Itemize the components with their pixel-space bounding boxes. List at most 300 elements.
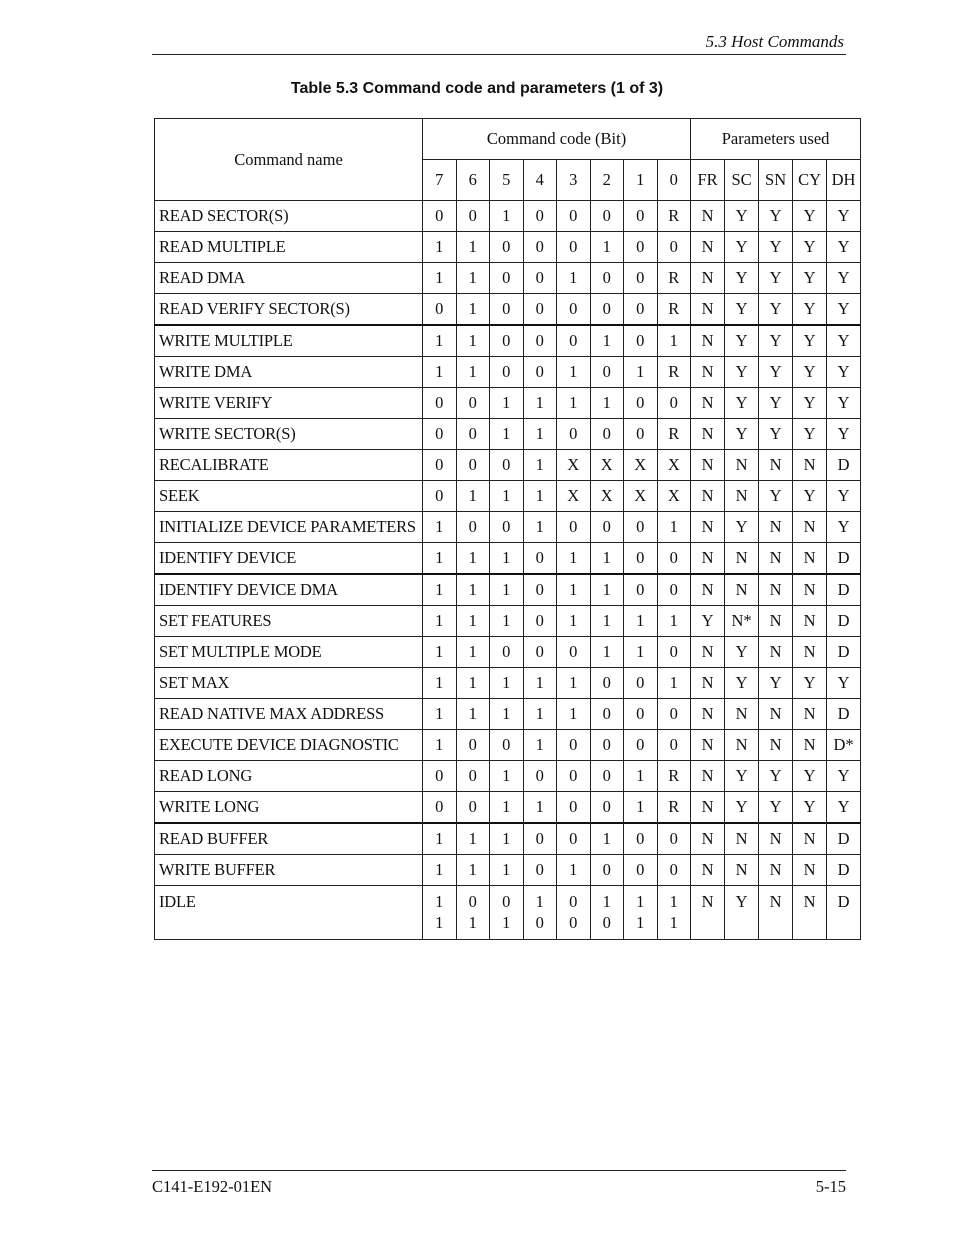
bit-cell: 1 bbox=[423, 543, 457, 575]
param-cell: D bbox=[827, 450, 861, 481]
bit-cell: 0 bbox=[490, 294, 524, 326]
bit-cell: X bbox=[557, 481, 591, 512]
bit-cell: 0 bbox=[523, 543, 557, 575]
param-cell: Y bbox=[725, 263, 759, 294]
bit-cell: 1 bbox=[456, 232, 490, 263]
bit-cell: 1 bbox=[490, 823, 524, 855]
param-cell: Y bbox=[725, 761, 759, 792]
table-row bbox=[155, 325, 861, 357]
bit-cell: 0 bbox=[624, 263, 658, 294]
bit-cell: 0 bbox=[590, 730, 624, 761]
param-cell: N bbox=[691, 668, 725, 699]
param-cell: N bbox=[759, 823, 793, 855]
col-header-param-dh: DH bbox=[827, 160, 861, 201]
param-cell: N bbox=[691, 481, 725, 512]
bit-cell: 0 bbox=[590, 294, 624, 326]
table-row bbox=[155, 855, 861, 886]
command-name-cell: WRITE LONG bbox=[155, 792, 423, 824]
command-name-cell: EXECUTE DEVICE DIAGNOSTIC bbox=[155, 730, 423, 761]
param-cell: Y bbox=[793, 792, 827, 824]
bit-cell: 1 bbox=[490, 201, 524, 232]
param-cell: N bbox=[691, 450, 725, 481]
bit-cell: 0 bbox=[657, 699, 691, 730]
bit-cell: 1 bbox=[456, 263, 490, 294]
bit-cell: 1 bbox=[657, 512, 691, 543]
bit-cell: 1 bbox=[557, 357, 591, 388]
bit-cell: X bbox=[624, 450, 658, 481]
bit-cell: 0 bbox=[557, 419, 591, 450]
param-cell: D bbox=[827, 543, 861, 575]
command-name-cell: SET MAX bbox=[155, 668, 423, 699]
bit-cell: 0 bbox=[423, 761, 457, 792]
table-row bbox=[155, 294, 861, 326]
param-cell: Y bbox=[793, 201, 827, 232]
param-cell: Y bbox=[793, 668, 827, 699]
command-name-cell: WRITE BUFFER bbox=[155, 855, 423, 886]
bit-cell: 1 bbox=[423, 730, 457, 761]
table-row bbox=[155, 388, 861, 419]
param-cell: Y bbox=[827, 512, 861, 543]
bit-cell: 0 bbox=[456, 450, 490, 481]
bit-cell: 0 bbox=[523, 263, 557, 294]
command-name-cell: WRITE SECTOR(S) bbox=[155, 419, 423, 450]
bit-cell: 0 bbox=[624, 668, 658, 699]
param-cell: Y bbox=[725, 201, 759, 232]
bit-cell: 0 bbox=[624, 543, 658, 575]
bit-cell: 1 bbox=[557, 699, 591, 730]
bit-cell: 1 bbox=[557, 263, 591, 294]
param-cell: Y bbox=[793, 325, 827, 357]
command-name-cell: READ SECTOR(S) bbox=[155, 201, 423, 232]
bit-cell: 1 bbox=[590, 574, 624, 606]
param-cell: Y bbox=[725, 886, 759, 940]
param-cell: N bbox=[793, 886, 827, 940]
bit-cell: 1 bbox=[557, 668, 591, 699]
bit-cell: X bbox=[624, 481, 658, 512]
bit-cell: 1 bbox=[423, 263, 457, 294]
command-name-cell: READ NATIVE MAX ADDRESS bbox=[155, 699, 423, 730]
param-cell: Y bbox=[827, 294, 861, 326]
param-cell: Y bbox=[793, 761, 827, 792]
param-cell: Y bbox=[759, 232, 793, 263]
param-cell: Y bbox=[759, 419, 793, 450]
bit-cell: 1 bbox=[423, 357, 457, 388]
param-cell: Y bbox=[725, 792, 759, 824]
command-name-cell: SET MULTIPLE MODE bbox=[155, 637, 423, 668]
bit-cell: 0 bbox=[523, 761, 557, 792]
bit-cell: 0 bbox=[624, 823, 658, 855]
param-cell: Y bbox=[793, 388, 827, 419]
bit-cell: 1 bbox=[590, 823, 624, 855]
bit-cell: 0 bbox=[523, 606, 557, 637]
bit-cell: 1 bbox=[523, 792, 557, 824]
param-cell: Y bbox=[827, 201, 861, 232]
command-name-cell: READ DMA bbox=[155, 263, 423, 294]
bit-cell: 0 bbox=[624, 512, 658, 543]
bit-cell: 1 bbox=[557, 606, 591, 637]
bit-cell: 0 bbox=[490, 450, 524, 481]
bit-cell: 0 bbox=[456, 792, 490, 824]
param-cell: N bbox=[793, 450, 827, 481]
bit-cell: 1 bbox=[590, 325, 624, 357]
bit-cell: 1 1 bbox=[423, 886, 457, 940]
bit-cell: 0 bbox=[490, 512, 524, 543]
bit-cell: R bbox=[657, 263, 691, 294]
param-cell: N bbox=[793, 606, 827, 637]
table-row bbox=[155, 543, 861, 575]
table-row bbox=[155, 481, 861, 512]
bit-cell: 1 bbox=[490, 668, 524, 699]
bit-cell: X bbox=[657, 481, 691, 512]
bit-cell: 0 bbox=[590, 419, 624, 450]
bit-cell: 0 bbox=[657, 388, 691, 419]
bit-cell: X bbox=[557, 450, 591, 481]
bit-cell: 0 bbox=[624, 294, 658, 326]
bit-cell: 1 bbox=[590, 606, 624, 637]
param-cell: N bbox=[759, 637, 793, 668]
command-name-cell: IDENTIFY DEVICE DMA bbox=[155, 574, 423, 606]
bit-cell: 1 bbox=[423, 574, 457, 606]
command-name-cell: WRITE DMA bbox=[155, 357, 423, 388]
param-cell: Y bbox=[827, 481, 861, 512]
bit-cell: 0 bbox=[590, 668, 624, 699]
bit-cell: R bbox=[657, 357, 691, 388]
bit-cell: 1 bbox=[423, 855, 457, 886]
bit-cell: 0 bbox=[490, 730, 524, 761]
col-header-param-sc: SC bbox=[725, 160, 759, 201]
bit-cell: 1 bbox=[423, 823, 457, 855]
bit-cell: 0 bbox=[523, 823, 557, 855]
param-cell: Y bbox=[793, 357, 827, 388]
param-cell: N bbox=[793, 637, 827, 668]
bit-cell: 0 bbox=[657, 637, 691, 668]
bit-cell: 0 bbox=[557, 761, 591, 792]
param-cell: Y bbox=[759, 668, 793, 699]
bit-cell: 1 bbox=[423, 699, 457, 730]
bit-cell: 0 bbox=[456, 201, 490, 232]
param-cell: Y bbox=[691, 606, 725, 637]
bit-cell: 1 bbox=[456, 481, 490, 512]
bit-cell: 1 bbox=[456, 699, 490, 730]
param-cell: Y bbox=[793, 232, 827, 263]
command-name-cell: IDLE bbox=[155, 886, 423, 940]
param-cell: N bbox=[691, 823, 725, 855]
param-cell: D* bbox=[827, 730, 861, 761]
param-cell: Y bbox=[759, 263, 793, 294]
param-cell: Y bbox=[725, 232, 759, 263]
param-cell: D bbox=[827, 637, 861, 668]
page-number: 5-15 bbox=[815, 1177, 846, 1196]
bit-cell: 1 1 bbox=[624, 886, 658, 940]
param-cell: N* bbox=[725, 606, 759, 637]
bit-cell: 1 bbox=[590, 232, 624, 263]
bit-cell: 1 bbox=[557, 388, 591, 419]
param-cell: Y bbox=[793, 294, 827, 326]
param-cell: N bbox=[759, 699, 793, 730]
param-cell: N bbox=[759, 886, 793, 940]
param-cell: N bbox=[793, 512, 827, 543]
bit-cell: 0 bbox=[590, 792, 624, 824]
param-cell: N bbox=[691, 730, 725, 761]
bit-cell: 0 bbox=[624, 574, 658, 606]
bit-cell: 1 bbox=[423, 232, 457, 263]
bit-cell: 1 bbox=[423, 325, 457, 357]
param-cell: N bbox=[725, 450, 759, 481]
bit-cell: 1 bbox=[657, 606, 691, 637]
table-row bbox=[155, 201, 861, 232]
bit-cell: 1 bbox=[490, 543, 524, 575]
bit-cell: 0 bbox=[456, 512, 490, 543]
table-row bbox=[155, 792, 861, 824]
param-cell: N bbox=[793, 699, 827, 730]
bit-cell: 1 bbox=[523, 481, 557, 512]
bit-cell: 0 bbox=[590, 761, 624, 792]
param-cell: D bbox=[827, 699, 861, 730]
bit-cell: 0 bbox=[523, 232, 557, 263]
bit-cell: 0 bbox=[624, 419, 658, 450]
param-cell: Y bbox=[725, 325, 759, 357]
bit-cell: X bbox=[590, 481, 624, 512]
bit-cell: 0 bbox=[624, 388, 658, 419]
bit-cell: 1 bbox=[523, 419, 557, 450]
bit-cell: 0 bbox=[557, 232, 591, 263]
param-cell: N bbox=[793, 823, 827, 855]
param-cell: N bbox=[691, 325, 725, 357]
table-row bbox=[155, 574, 861, 606]
col-header-bit-3: 3 bbox=[557, 160, 591, 201]
bit-cell: 0 bbox=[624, 232, 658, 263]
param-cell: N bbox=[691, 263, 725, 294]
param-cell: D bbox=[827, 886, 861, 940]
bit-cell: 1 bbox=[523, 512, 557, 543]
bit-cell: 1 bbox=[456, 606, 490, 637]
table-caption: Table 5.3 Command code and parameters (1 of 3) bbox=[290, 80, 664, 97]
bit-cell: 1 bbox=[624, 761, 658, 792]
bit-cell: 1 bbox=[624, 792, 658, 824]
bit-cell: R bbox=[657, 201, 691, 232]
col-header-bit-2: 2 bbox=[590, 160, 624, 201]
param-cell: N bbox=[793, 543, 827, 575]
param-cell: Y bbox=[759, 325, 793, 357]
param-cell: Y bbox=[759, 481, 793, 512]
param-cell: Y bbox=[759, 357, 793, 388]
table-row bbox=[155, 606, 861, 637]
bit-cell: 0 bbox=[590, 263, 624, 294]
param-cell: Y bbox=[827, 263, 861, 294]
bit-cell: 0 bbox=[624, 325, 658, 357]
col-header-bit-0: 0 bbox=[657, 160, 691, 201]
bit-cell: 1 bbox=[456, 823, 490, 855]
bit-cell: 0 bbox=[423, 792, 457, 824]
param-cell: Y bbox=[725, 637, 759, 668]
command-name-cell: WRITE MULTIPLE bbox=[155, 325, 423, 357]
param-cell: Y bbox=[793, 481, 827, 512]
command-table bbox=[154, 118, 861, 940]
bit-cell: 1 bbox=[523, 668, 557, 699]
bit-cell: 1 bbox=[624, 606, 658, 637]
param-cell: N bbox=[725, 481, 759, 512]
param-cell: Y bbox=[793, 263, 827, 294]
running-header: 5.3 Host Commands bbox=[705, 32, 844, 51]
bit-cell: 1 bbox=[490, 481, 524, 512]
command-name-cell: SET FEATURES bbox=[155, 606, 423, 637]
bit-cell: 0 bbox=[423, 481, 457, 512]
group-header-parameters: Parameters used bbox=[691, 119, 861, 160]
bit-cell: 0 bbox=[523, 357, 557, 388]
table-row bbox=[155, 637, 861, 668]
bit-cell: 0 bbox=[557, 637, 591, 668]
param-cell: N bbox=[759, 574, 793, 606]
param-cell: Y bbox=[827, 668, 861, 699]
bit-cell: 0 bbox=[657, 574, 691, 606]
param-cell: N bbox=[691, 294, 725, 326]
table-row bbox=[155, 668, 861, 699]
bit-cell: 0 0 bbox=[557, 886, 591, 940]
param-cell: N bbox=[759, 450, 793, 481]
param-cell: Y bbox=[725, 668, 759, 699]
bit-cell: 0 bbox=[490, 325, 524, 357]
table-row bbox=[155, 263, 861, 294]
bit-cell: 0 bbox=[456, 761, 490, 792]
bit-cell: 0 bbox=[456, 419, 490, 450]
bit-cell: 1 bbox=[423, 512, 457, 543]
bit-cell: 0 bbox=[624, 855, 658, 886]
col-header-command-name: Command name bbox=[155, 119, 423, 201]
table-row bbox=[155, 823, 861, 855]
param-cell: Y bbox=[725, 294, 759, 326]
bit-cell: 1 bbox=[557, 574, 591, 606]
param-cell: N bbox=[691, 232, 725, 263]
bit-cell: 1 bbox=[657, 325, 691, 357]
param-cell: N bbox=[691, 543, 725, 575]
param-cell: Y bbox=[725, 512, 759, 543]
bit-cell: 0 bbox=[523, 637, 557, 668]
bit-cell: 1 bbox=[456, 637, 490, 668]
bit-cell: 0 bbox=[657, 730, 691, 761]
bit-cell: 0 bbox=[490, 263, 524, 294]
param-cell: N bbox=[691, 419, 725, 450]
bit-cell: 0 bbox=[523, 294, 557, 326]
group-header-command-code: Command code (Bit) bbox=[423, 119, 691, 160]
command-name-cell: IDENTIFY DEVICE bbox=[155, 543, 423, 575]
bit-cell: 0 bbox=[523, 574, 557, 606]
param-cell: Y bbox=[725, 388, 759, 419]
table-row bbox=[155, 232, 861, 263]
bit-cell: 1 bbox=[490, 792, 524, 824]
col-header-bit-7: 7 bbox=[423, 160, 457, 201]
bit-cell: 0 bbox=[657, 232, 691, 263]
col-header-bit-5: 5 bbox=[490, 160, 524, 201]
bit-cell: 0 bbox=[456, 730, 490, 761]
bit-cell: 0 bbox=[423, 201, 457, 232]
bit-cell: 1 bbox=[590, 543, 624, 575]
bit-cell: R bbox=[657, 419, 691, 450]
param-cell: N bbox=[793, 855, 827, 886]
bit-cell: R bbox=[657, 792, 691, 824]
bit-cell: 0 bbox=[523, 855, 557, 886]
param-cell: N bbox=[691, 886, 725, 940]
param-cell: N bbox=[691, 388, 725, 419]
bit-cell: 0 bbox=[657, 855, 691, 886]
bit-cell: 0 bbox=[423, 450, 457, 481]
param-cell: Y bbox=[827, 419, 861, 450]
param-cell: N bbox=[725, 574, 759, 606]
bit-cell: 1 bbox=[523, 388, 557, 419]
param-cell: Y bbox=[759, 792, 793, 824]
param-cell: Y bbox=[759, 388, 793, 419]
param-cell: D bbox=[827, 606, 861, 637]
param-cell: Y bbox=[725, 419, 759, 450]
param-cell: N bbox=[725, 823, 759, 855]
bit-cell: 0 bbox=[590, 855, 624, 886]
param-cell: D bbox=[827, 574, 861, 606]
bit-cell: 0 bbox=[624, 730, 658, 761]
param-cell: N bbox=[691, 637, 725, 668]
bit-cell: 0 bbox=[423, 294, 457, 326]
command-name-cell: READ VERIFY SECTOR(S) bbox=[155, 294, 423, 326]
table-row bbox=[155, 419, 861, 450]
col-header-bit-1: 1 bbox=[624, 160, 658, 201]
param-cell: N bbox=[725, 699, 759, 730]
bit-cell: 1 bbox=[423, 668, 457, 699]
bit-cell: 0 bbox=[523, 325, 557, 357]
bit-cell: 0 bbox=[590, 512, 624, 543]
bit-cell: 0 bbox=[590, 357, 624, 388]
bit-cell: 0 1 bbox=[490, 886, 524, 940]
command-name-cell: READ BUFFER bbox=[155, 823, 423, 855]
table-row bbox=[155, 357, 861, 388]
bit-cell: 0 bbox=[490, 232, 524, 263]
param-cell: N bbox=[793, 574, 827, 606]
param-cell: N bbox=[759, 606, 793, 637]
bit-cell: 1 0 bbox=[523, 886, 557, 940]
bit-cell: 1 bbox=[490, 388, 524, 419]
bit-cell: 1 bbox=[557, 855, 591, 886]
param-cell: N bbox=[691, 699, 725, 730]
param-cell: Y bbox=[827, 357, 861, 388]
bit-cell: 0 bbox=[590, 699, 624, 730]
col-header-param-cy: CY bbox=[793, 160, 827, 201]
param-cell: Y bbox=[827, 388, 861, 419]
bit-cell: 0 bbox=[523, 201, 557, 232]
bit-cell: 0 1 bbox=[456, 886, 490, 940]
table-row bbox=[155, 699, 861, 730]
bit-cell: 0 bbox=[490, 357, 524, 388]
bit-cell: 1 bbox=[456, 543, 490, 575]
command-name-cell: RECALIBRATE bbox=[155, 450, 423, 481]
footer-rule bbox=[152, 1170, 846, 1171]
col-header-param-fr: FR bbox=[691, 160, 725, 201]
param-cell: Y bbox=[827, 792, 861, 824]
bit-cell: 0 bbox=[557, 201, 591, 232]
bit-cell: 0 bbox=[557, 823, 591, 855]
col-header-bit-4: 4 bbox=[523, 160, 557, 201]
param-cell: N bbox=[691, 201, 725, 232]
param-cell: D bbox=[827, 823, 861, 855]
bit-cell: X bbox=[590, 450, 624, 481]
bit-cell: 1 bbox=[590, 637, 624, 668]
command-name-cell: SEEK bbox=[155, 481, 423, 512]
bit-cell: 1 1 bbox=[657, 886, 691, 940]
bit-cell: 1 bbox=[490, 855, 524, 886]
bit-cell: 1 bbox=[456, 357, 490, 388]
bit-cell: 1 bbox=[490, 699, 524, 730]
param-cell: Y bbox=[725, 357, 759, 388]
bit-cell: 0 bbox=[624, 699, 658, 730]
param-cell: N bbox=[725, 730, 759, 761]
bit-cell: 0 bbox=[624, 201, 658, 232]
param-cell: N bbox=[691, 357, 725, 388]
